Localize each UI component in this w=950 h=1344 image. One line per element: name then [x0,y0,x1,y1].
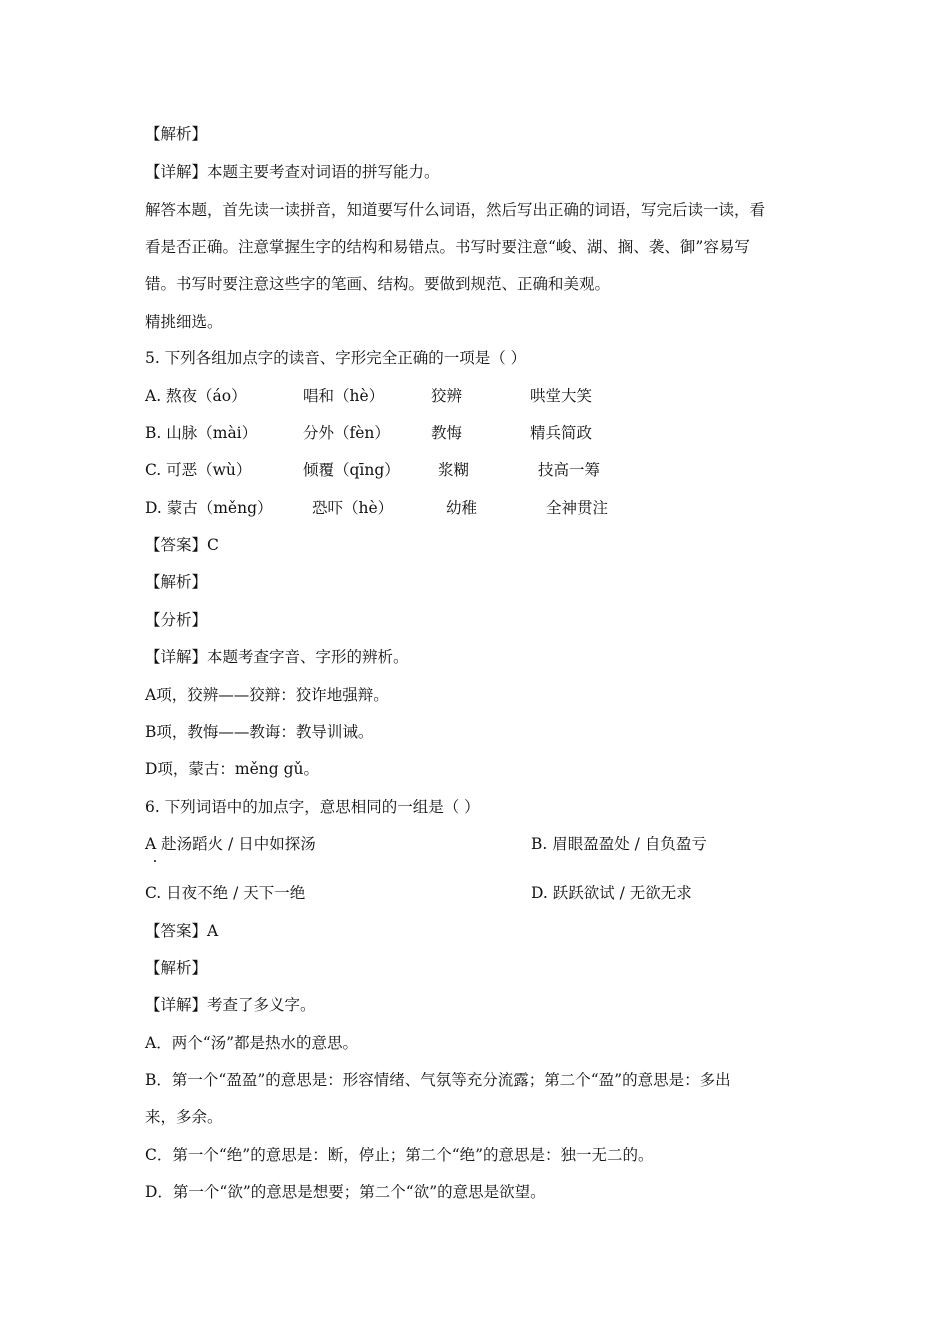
explanation-line: B．第一个“盈盈”的意思是：形容情绪、气氛等充分流露；第二个“盈”的意思是：多出 [145,1071,731,1089]
analysis-heading: 【解析】 [145,573,208,591]
q6-option-a: A 赴汤蹈火 / 日中如探汤 [145,835,316,853]
option-cell: 浆糊 [438,461,470,479]
option-cell: 幼稚 [446,499,478,517]
explanation-line: D项，蒙古：měng gǔ。 [145,760,320,778]
option-cell: 精兵简政 [530,424,593,442]
analysis-heading: 【分析】 [145,611,208,629]
option-cell: A. 熬夜（áo） [145,387,247,405]
detail-line: 【详解】考查了多义字。 [145,996,316,1014]
q6-option-c: C. 日夜不绝 / 天下一绝 [145,884,306,902]
option-cell: 倾覆（qīng） [303,461,400,479]
option-cell: 教悔 [431,424,463,442]
explanation-line: A．两个“汤”都是热水的意思。 [145,1034,359,1052]
option-cell: 全神贯注 [546,499,609,517]
detail-line: 【详解】本题考查字音、字形的辨析。 [145,648,409,666]
question-6-stem: 6. 下列词语中的加点字，意思相同的一组是（ ） [145,798,480,816]
explanation-line: B项，教悔——教诲：教导训诫。 [145,723,374,741]
option-cell: C. 可恶（wù） [145,461,252,479]
explanation-line: 来，多余。 [145,1108,223,1126]
detail-line: 【详解】本题主要考查对词语的拼写能力。 [145,163,440,181]
paragraph-line: 解答本题，首先读一读拼音，知道要写什么词语，然后写出正确的词语，写完后读一读，看 [145,201,766,219]
analysis-heading: 【解析】 [145,959,208,977]
option-cell: D. 蒙古（měng） [145,499,273,517]
q6-option-d: D. 跃跃欲试 / 无欲无求 [531,884,692,902]
option-cell: 恐吓（hè） [312,499,394,517]
answer-line: 【答案】A [145,922,219,940]
analysis-heading: 【解析】 [145,125,208,143]
explanation-line: C．第一个“绝”的意思是：断，停止；第二个“绝”的意思是：独一无二的。 [145,1146,654,1164]
q6-option-b: B. 眉眼盈盈处 / 自负盈亏 [531,835,707,853]
explanation-line: D．第一个“欲”的意思是想要；第二个“欲”的意思是欲望。 [145,1183,546,1201]
emphasis-dot [154,860,156,862]
option-cell: 狡辨 [431,387,463,405]
option-cell: 技高一筹 [538,461,601,479]
paragraph-line: 看是否正确。注意掌握生字的结构和易错点。书写时要注意“峻、湖、搁、袭、御”容易写 [145,238,750,256]
answer-line: 【答案】C [145,536,219,554]
question-5-stem: 5. 下列各组加点字的读音、字形完全正确的一项是（ ） [145,349,527,367]
option-cell: 哄堂大笑 [530,387,593,405]
option-cell: B. 山脉（mài） [145,424,258,442]
option-cell: 唱和（hè） [303,387,385,405]
option-cell: 分外（fèn） [303,424,390,442]
paragraph-line: 精挑细选。 [145,313,223,331]
explanation-line: A项，狡辨——狡辩：狡诈地强辩。 [145,686,389,704]
paragraph-line: 错。书写时要注意这些字的笔画、结构。要做到规范、正确和美观。 [145,275,611,293]
